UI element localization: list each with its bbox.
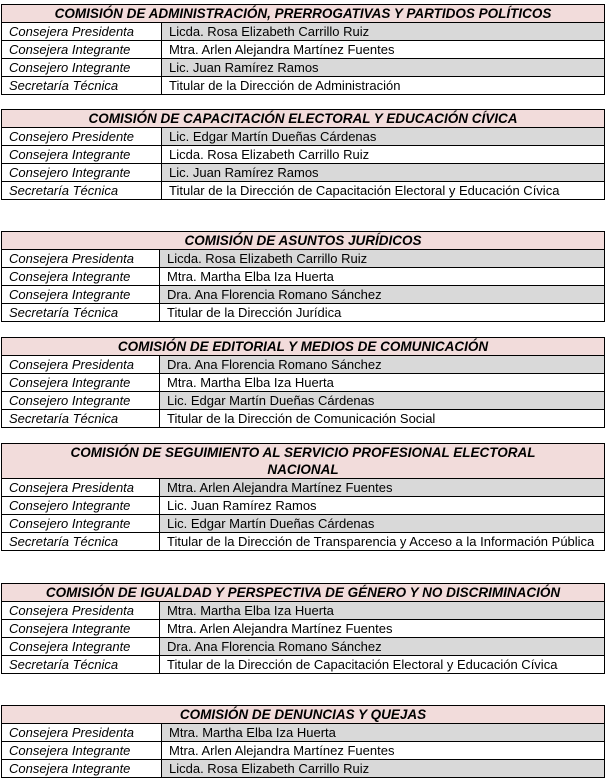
table-row: [2, 128, 605, 146]
table-row: [2, 182, 605, 200]
role-cell: Secretaría Técnica: [2, 304, 160, 322]
table-row: [2, 620, 605, 638]
commission-title: COMISIÓN DE ADMINISTRACIÓN, PRERROGATIVAS Y PARTIDOS POLÍTICOS: [2, 5, 605, 23]
role-cell: Consejero Integrante: [2, 515, 160, 533]
member-cell: Dra. Ana Florencia Romano Sánchez: [160, 638, 605, 656]
member-cell: Mtra. Martha Elba Iza Huerta: [160, 374, 605, 392]
member-cell: Mtra. Arlen Alejandra Martínez Fuentes: [160, 479, 605, 497]
commission-table: [1, 4, 605, 95]
table-row: [2, 497, 605, 515]
table-row: [2, 164, 605, 182]
role-cell: Consejera Presidenta: [2, 724, 162, 742]
table-row: [2, 59, 605, 77]
commission-title: COMISIÓN DE CAPACITACIÓN ELECTORAL Y EDUCACIÓN CÍVICA: [2, 110, 605, 128]
table-row: [2, 268, 605, 286]
member-cell: Titular de la Dirección de Comunicación Social: [160, 410, 605, 428]
table-row: [2, 250, 605, 268]
table-row: [2, 374, 605, 392]
role-cell: Consejera Integrante: [2, 268, 160, 286]
role-cell: Secretaría Técnica: [2, 182, 162, 200]
member-cell: Titular de la Dirección de Capacitación Electoral y Educación Cívica: [162, 182, 605, 200]
commission-title: COMISIÓN DE SEGUIMIENTO AL SERVICIO PROFESIONAL ELECTORAL NACIONAL: [2, 444, 605, 479]
member-cell: Lic. Juan Ramírez Ramos: [160, 497, 605, 515]
table-row: [2, 41, 605, 59]
member-cell: Mtra. Martha Elba Iza Huerta: [160, 602, 605, 620]
member-cell: Lic. Juan Ramírez Ramos: [162, 59, 605, 77]
table-row: [2, 656, 605, 674]
table-row: [2, 392, 605, 410]
member-cell: Licda. Rosa Elizabeth Carrillo Ruiz: [162, 760, 605, 778]
table-row: [2, 760, 605, 778]
member-cell: Lic. Edgar Martín Dueñas Cárdenas: [162, 128, 605, 146]
role-cell: Consejera Presidenta: [2, 479, 160, 497]
table-row: [2, 724, 605, 742]
table-row: [2, 146, 605, 164]
role-cell: Secretaría Técnica: [2, 656, 160, 674]
role-cell: Secretaría Técnica: [2, 533, 160, 551]
role-cell: Consejera Integrante: [2, 146, 162, 164]
role-cell: Consejero Integrante: [2, 497, 160, 515]
commission-title: COMISIÓN DE EDITORIAL Y MEDIOS DE COMUNICACIÓN: [2, 338, 605, 356]
commission-title: COMISIÓN DE DENUNCIAS Y QUEJAS: [2, 706, 605, 724]
commission-table: [1, 705, 605, 778]
table-row: [2, 533, 605, 551]
role-cell: Consejero Integrante: [2, 59, 162, 77]
commission-table: [1, 443, 605, 551]
member-cell: Mtra. Martha Elba Iza Huerta: [162, 724, 605, 742]
commission-title: COMISIÓN DE ASUNTOS JURÍDICOS: [2, 232, 605, 250]
member-cell: Licda. Rosa Elizabeth Carrillo Ruiz: [162, 146, 605, 164]
table-row: [2, 356, 605, 374]
role-cell: Consejera Integrante: [2, 742, 162, 760]
table-row: [2, 742, 605, 760]
role-cell: Consejera Integrante: [2, 41, 162, 59]
commission-table: [1, 231, 605, 322]
role-cell: Consejera Presidenta: [2, 356, 160, 374]
commission-title: COMISIÓN DE IGUALDAD Y PERSPECTIVA DE GÉNERO Y NO DISCRIMINACIÓN: [2, 584, 605, 602]
role-cell: Consejero Integrante: [2, 392, 160, 410]
table-row: [2, 304, 605, 322]
table-row: [2, 77, 605, 95]
role-cell: Consejera Integrante: [2, 286, 160, 304]
member-cell: Mtra. Arlen Alejandra Martínez Fuentes: [162, 41, 605, 59]
table-row: [2, 602, 605, 620]
role-cell: Consejero Presidente: [2, 128, 162, 146]
commission-table: [1, 583, 605, 674]
role-cell: Secretaría Técnica: [2, 410, 160, 428]
table-row: [2, 638, 605, 656]
member-cell: Dra. Ana Florencia Romano Sánchez: [160, 356, 605, 374]
role-cell: Consejera Integrante: [2, 760, 162, 778]
member-cell: Lic. Edgar Martín Dueñas Cárdenas: [160, 515, 605, 533]
role-cell: Consejero Integrante: [2, 164, 162, 182]
table-row: [2, 479, 605, 497]
role-cell: Consejera Presidenta: [2, 250, 160, 268]
role-cell: Consejera Presidenta: [2, 23, 162, 41]
member-cell: Mtra. Arlen Alejandra Martínez Fuentes: [160, 620, 605, 638]
member-cell: Mtra. Arlen Alejandra Martínez Fuentes: [162, 742, 605, 760]
member-cell: Lic. Juan Ramírez Ramos: [162, 164, 605, 182]
role-cell: Consejera Integrante: [2, 374, 160, 392]
role-cell: Consejera Integrante: [2, 638, 160, 656]
table-row: [2, 515, 605, 533]
role-cell: Consejera Presidenta: [2, 602, 160, 620]
role-cell: Secretaría Técnica: [2, 77, 162, 95]
member-cell: Titular de la Dirección de Transparencia y Acceso a la Información Pública: [160, 533, 605, 551]
commission-table: [1, 109, 605, 200]
member-cell: Licda. Rosa Elizabeth Carrillo Ruiz: [160, 250, 605, 268]
table-row: [2, 286, 605, 304]
commission-table: [1, 337, 605, 428]
member-cell: Titular de la Dirección de Administración: [162, 77, 605, 95]
member-cell: Titular de la Dirección Jurídica: [160, 304, 605, 322]
member-cell: Titular de la Dirección de Capacitación Electoral y Educación Cívica: [160, 656, 605, 674]
table-row: [2, 23, 605, 41]
role-cell: Consejera Integrante: [2, 620, 160, 638]
member-cell: Licda. Rosa Elizabeth Carrillo Ruiz: [162, 23, 605, 41]
table-row: [2, 410, 605, 428]
member-cell: Mtra. Martha Elba Iza Huerta: [160, 268, 605, 286]
member-cell: Lic. Edgar Martín Dueñas Cárdenas: [160, 392, 605, 410]
member-cell: Dra. Ana Florencia Romano Sánchez: [160, 286, 605, 304]
